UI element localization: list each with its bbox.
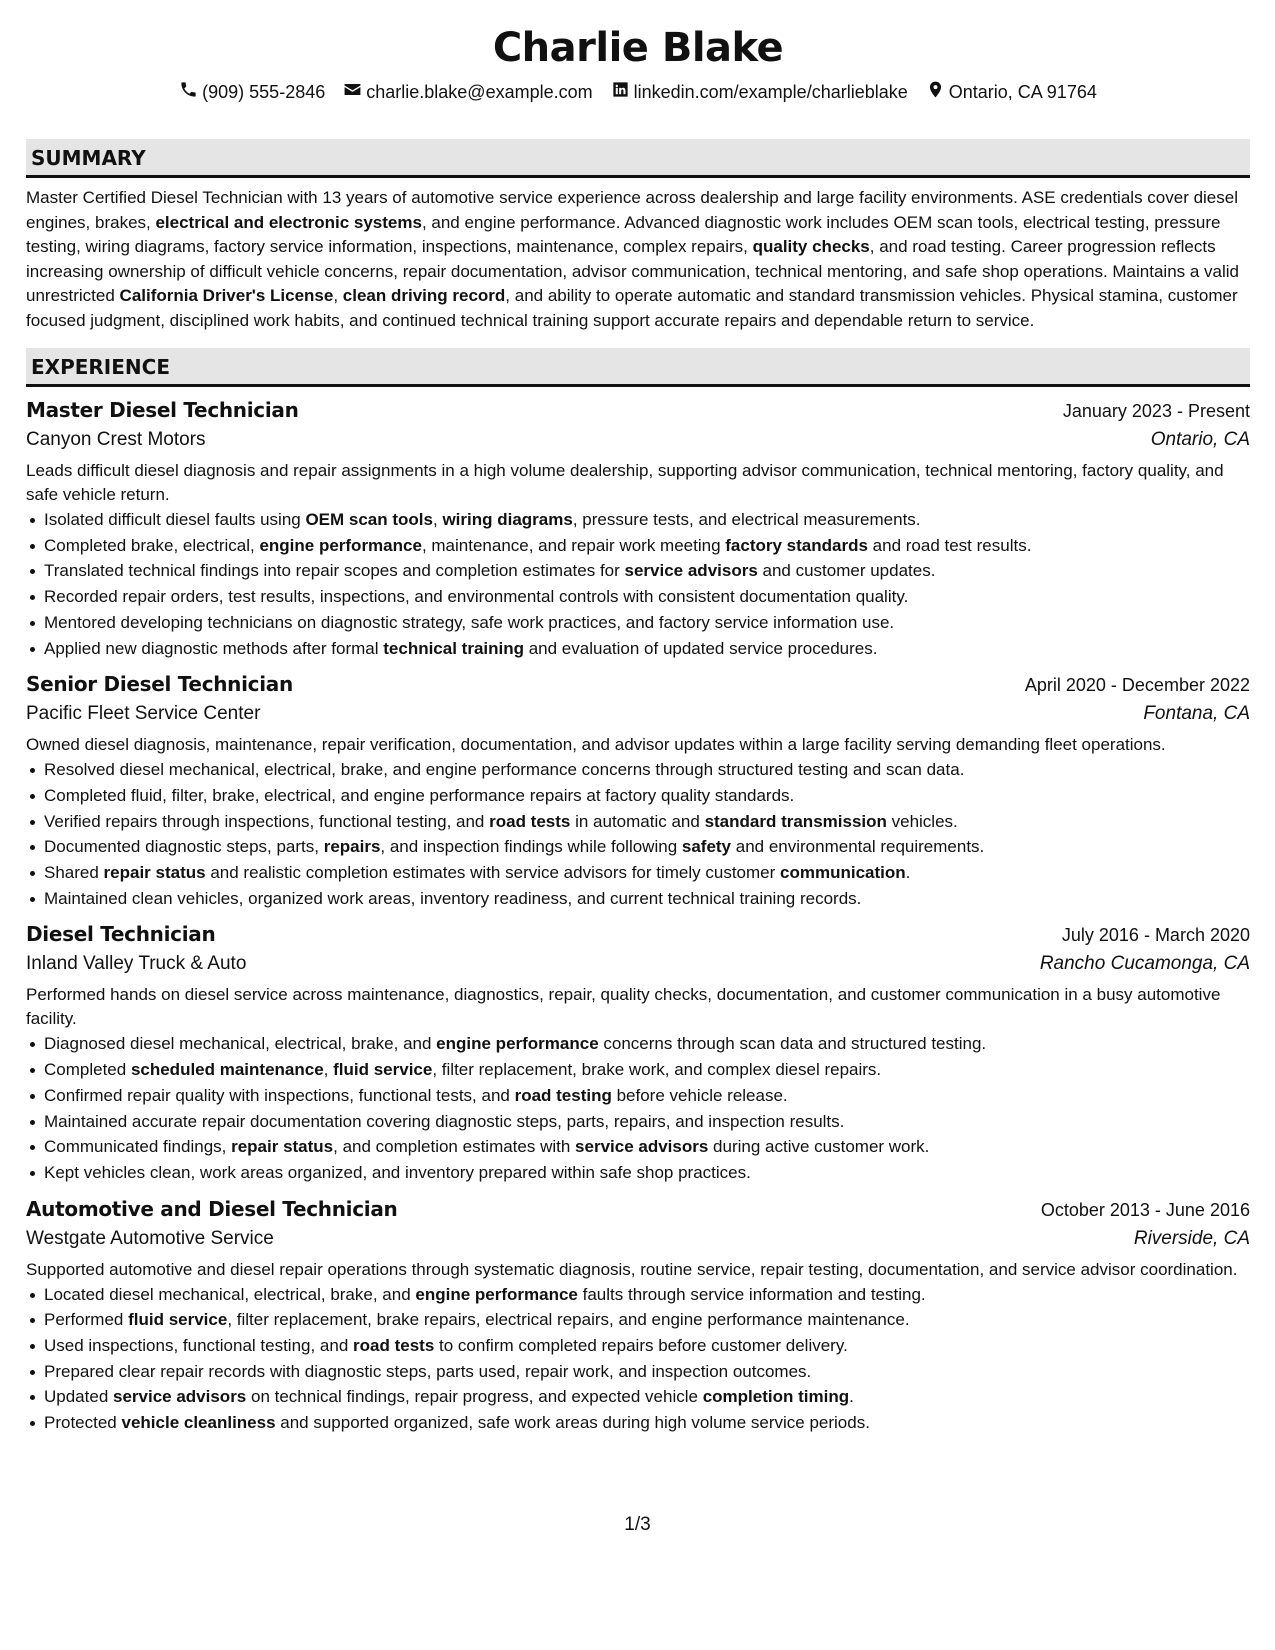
experience-list <box>26 395 1250 1436</box>
text-segment: , <box>333 286 343 305</box>
text-segment: Located diesel mechanical, electrical, brake, and <box>44 1284 416 1304</box>
list-item <box>44 1333 1250 1359</box>
job-description: Leads difficult diesel diagnosis and repair assignments in a high volume dealership, supporting advisor communication, technical mentoring, factory quality, and safe vehicle return. <box>26 461 1224 504</box>
text-segment: Used inspections, functional testing, and <box>44 1336 354 1356</box>
list-item <box>44 584 1250 610</box>
job-subheader <box>26 949 1250 979</box>
job-company: Pacific Fleet Service Center <box>26 703 261 725</box>
list-item <box>44 783 1250 809</box>
bold-keyword: fluid service <box>333 1060 433 1080</box>
job-subheader <box>26 425 1250 455</box>
bold-keyword: fluid service <box>128 1310 228 1330</box>
candidate-name: Charlie Blake <box>492 25 784 71</box>
bold-keyword: engine performance <box>415 1284 578 1304</box>
text-segment: , maintenance, and repair work meeting <box>421 535 726 555</box>
text-segment: Translated technical findings into repair scopes and completion estimates for <box>44 561 625 581</box>
text-segment: Maintained clean vehicles, organized work areas, inventory readiness, and current technical training records. <box>44 888 862 908</box>
contact-phone <box>179 80 325 104</box>
contact-bar <box>26 80 1250 104</box>
text-segment: , and ability to operate automatic and standard transmission vehicles. Physical stamina, customer focused judgment, disciplined work habits, and continued technical training support accurate repairs and dependable return to service. <box>26 286 1238 330</box>
bold-keyword: engine performance <box>436 1034 599 1054</box>
envelope-icon <box>343 80 362 105</box>
list-item <box>44 507 1250 533</box>
bold-keyword: service advisors <box>113 1387 247 1407</box>
text-segment: Maintained accurate repair documentation covering diagnostic steps, parts, repairs, and inspection results. <box>44 1111 845 1131</box>
email-text[interactable]: charlie.blake@example.com <box>366 82 593 102</box>
job-title: Diesel Technician <box>26 922 216 947</box>
linkedin-text[interactable]: linkedin.com/example/charlieblake <box>633 82 908 102</box>
bold-keyword: completion timing <box>702 1387 850 1407</box>
job-description: Owned diesel diagnosis, maintenance, repair verification, documentation, and advisor updates within a large facility serving demanding fleet operations. <box>26 735 1166 755</box>
text-segment: Recorded repair orders, test results, inspections, and environmental controls with consistent documentation quality. <box>44 587 909 607</box>
text-segment: , and completion estimates with <box>333 1137 576 1157</box>
text-segment: in automatic and <box>570 811 705 831</box>
list-item <box>44 886 1250 912</box>
job-bullets <box>26 757 1250 911</box>
text-segment: Confirmed repair quality with inspections, functional tests, and <box>44 1085 515 1105</box>
list-item <box>44 1160 1250 1186</box>
bold-keyword: wiring diagrams <box>442 510 573 529</box>
job-header <box>26 919 1250 949</box>
contact-linkedin[interactable] <box>611 80 908 104</box>
bold-keyword: communication <box>780 863 906 883</box>
list-item <box>44 1134 1250 1160</box>
job-dates: July 2016 - March 2020 <box>1061 925 1250 946</box>
list-item <box>44 1359 1250 1385</box>
text-segment: and environmental requirements. <box>731 837 985 857</box>
list-item <box>44 1109 1250 1135</box>
text-segment: on technical findings, repair progress, and expected vehicle <box>246 1387 703 1407</box>
phone-text: (909) 555-2846 <box>202 82 326 102</box>
text-segment: and realistic completion estimates with service advisors for timely customer <box>205 863 781 883</box>
linkedin-icon <box>611 80 630 105</box>
bold-keyword: safety <box>681 837 732 857</box>
text-segment: Applied new diagnostic methods after formal <box>44 638 384 658</box>
job-company: Canyon Crest Motors <box>26 429 206 450</box>
text-segment: Completed <box>44 1060 131 1080</box>
contact-location <box>926 80 1097 104</box>
job-header <box>26 395 1250 425</box>
bold-keyword: repair status <box>103 863 206 883</box>
text-segment: Communicated findings, <box>44 1137 232 1157</box>
list-item <box>44 1282 1250 1308</box>
text-segment: , and inspection findings while following <box>380 837 682 857</box>
text-segment: faults through service information and testing. <box>577 1284 926 1304</box>
job-location: Ontario, CA <box>1150 429 1250 450</box>
job-description: Supported automotive and diesel repair operations through systematic diagnosis, routine service, repair testing, documentation, and service advisor coordination. <box>26 1259 1238 1279</box>
job-entry <box>26 395 1250 661</box>
job-subheader <box>26 1224 1250 1254</box>
job-location: Rancho Cucamonga, CA <box>1039 953 1250 975</box>
job-description: Performed hands on diesel service across maintenance, diagnostics, repair, quality checks, documentation, and customer communication in a busy automotive facility. <box>26 985 1221 1029</box>
text-segment: , <box>432 510 443 529</box>
text-segment: to confirm completed repairs before customer delivery. <box>434 1336 848 1356</box>
text-segment: Diagnosed diesel mechanical, electrical, brake, and <box>44 1034 437 1054</box>
text-segment: Completed fluid, filter, brake, electrical, and engine performance repairs at factory quality standards. <box>44 785 795 805</box>
job-title: Automotive and Diesel Technician <box>26 1196 398 1221</box>
list-item <box>44 610 1250 636</box>
job-title: Master Diesel Technician <box>26 398 299 422</box>
text-segment: Resolved diesel mechanical, electrical, brake, and engine performance concerns through structured testing and scan data. <box>44 760 965 780</box>
bold-keyword: road testing <box>514 1085 612 1105</box>
job-entry <box>26 669 1250 911</box>
bold-keyword: clean driving record <box>342 286 506 305</box>
list-item <box>44 1307 1250 1333</box>
text-segment: . <box>905 863 911 883</box>
text-segment: . <box>849 1387 854 1407</box>
list-item <box>44 1410 1250 1436</box>
job-location: Riverside, CA <box>1133 1227 1250 1249</box>
list-item <box>44 1057 1250 1083</box>
list-item <box>44 860 1250 886</box>
summary-text <box>26 186 1250 333</box>
text-segment: and road test results. <box>867 535 1032 555</box>
list-item <box>44 834 1250 860</box>
text-segment: Shared <box>44 863 104 883</box>
bold-keyword: scheduled maintenance <box>130 1060 324 1080</box>
bold-keyword: service advisors <box>575 1137 709 1157</box>
job-bullets <box>26 1031 1250 1185</box>
text-segment: concerns through scan data and structured testing. <box>598 1034 987 1054</box>
job-company: Inland Valley Truck & Auto <box>26 953 247 975</box>
summary-heading: SUMMARY <box>26 139 1250 178</box>
text-segment: , filter replacement, brake repairs, electrical repairs, and engine performance maintenance. <box>227 1310 910 1330</box>
text-segment: and evaluation of updated service procedures. <box>524 638 878 658</box>
job-dates: January 2023 - Present <box>1062 401 1250 421</box>
text-segment: , <box>323 1060 334 1080</box>
list-item <box>44 1384 1250 1410</box>
experience-heading: EXPERIENCE <box>26 348 1250 387</box>
job-header <box>26 669 1250 699</box>
job-header <box>26 1194 1250 1224</box>
text-segment: Kept vehicles clean, work areas organized, and inventory prepared within safe shop practices. <box>44 1162 751 1182</box>
bold-keyword: technical training <box>383 638 524 658</box>
text-segment: , filter replacement, brake work, and complex diesel repairs. <box>432 1060 882 1080</box>
job-entry <box>26 1194 1250 1436</box>
text-segment: and supported organized, safe work areas during high volume service periods. <box>275 1413 870 1433</box>
bold-keyword: vehicle cleanliness <box>121 1413 276 1433</box>
page-number: 1/3 <box>624 1514 651 1535</box>
text-segment: during active customer work. <box>708 1137 930 1157</box>
job-dates: October 2013 - June 2016 <box>1040 1199 1250 1220</box>
bold-keyword: road tests <box>353 1336 435 1356</box>
bold-keyword: road tests <box>489 811 571 831</box>
phone-icon <box>179 80 198 105</box>
bold-keyword: repair status <box>231 1137 334 1157</box>
bold-keyword: factory standards <box>725 535 868 555</box>
contact-email[interactable] <box>343 80 592 104</box>
job-subheader <box>26 699 1250 729</box>
list-item <box>44 757 1250 783</box>
job-entry <box>26 919 1250 1185</box>
job-location: Fontana, CA <box>1143 703 1250 725</box>
bold-keyword: OEM scan tools <box>305 510 433 529</box>
resume-page <box>26 0 1250 1436</box>
job-title: Senior Diesel Technician <box>26 672 293 697</box>
text-segment: Verified repairs through inspections, functional testing, and <box>44 811 490 831</box>
list-item <box>44 636 1250 662</box>
text-segment: , and road testing. Career progression reflects increasing ownership of difficult vehicle concerns, repair documentation, advisor communication, technical mentoring, and safe shop operations. Maintains a valid unrestricted <box>26 237 1240 305</box>
list-item <box>44 809 1250 835</box>
text-segment: vehicles. <box>886 811 958 831</box>
bold-keyword: California Driver's License <box>119 286 334 305</box>
text-segment: Prepared clear repair records with diagnostic steps, parts used, repair work, and inspection outcomes. <box>44 1361 812 1381</box>
job-bullets <box>26 507 1250 661</box>
bold-keyword: repairs <box>323 837 381 857</box>
text-segment: Updated <box>44 1387 113 1407</box>
text-segment: before vehicle release. <box>611 1085 788 1105</box>
bold-keyword: engine performance <box>259 535 422 555</box>
list-item <box>44 558 1250 584</box>
text-segment: Mentored developing technicians on diagnostic strategy, safe work practices, and factory service information use. <box>44 612 895 632</box>
location-text: Ontario, CA 91764 <box>948 82 1097 102</box>
text-segment: Master Certified Diesel Technician with 13 years of automotive service experience across dealership and large facility environments. ASE credentials cover diesel engines, brakes, <box>26 188 1238 232</box>
list-item <box>44 1031 1250 1057</box>
text-segment: Performed <box>44 1310 129 1330</box>
text-segment: , and engine performance. Advanced diagnostic work includes OEM scan tools, electrical testing, pressure testing, wiring diagrams, factory service information, inspections, maintenance, complex repairs, <box>26 212 1221 256</box>
text-segment: Documented diagnostic steps, parts, <box>44 837 324 857</box>
bold-keyword: service advisors <box>624 561 758 581</box>
text-segment: Completed brake, electrical, <box>44 535 260 555</box>
bold-keyword: electrical and electronic systems <box>155 212 422 232</box>
text-segment: and customer updates. <box>757 561 936 581</box>
text-segment: Protected <box>44 1413 122 1433</box>
job-dates: April 2020 - December 2022 <box>1024 675 1250 696</box>
list-item <box>44 533 1250 559</box>
bold-keyword: quality checks <box>752 237 870 256</box>
job-company: Westgate Automotive Service <box>26 1227 274 1249</box>
map-marker-icon <box>926 80 945 105</box>
text-segment: , pressure tests, and electrical measurements. <box>572 510 921 529</box>
bold-keyword: standard transmission <box>704 811 887 831</box>
text-segment: Isolated difficult diesel faults using <box>44 510 306 529</box>
list-item <box>44 1083 1250 1109</box>
job-bullets <box>26 1282 1250 1436</box>
